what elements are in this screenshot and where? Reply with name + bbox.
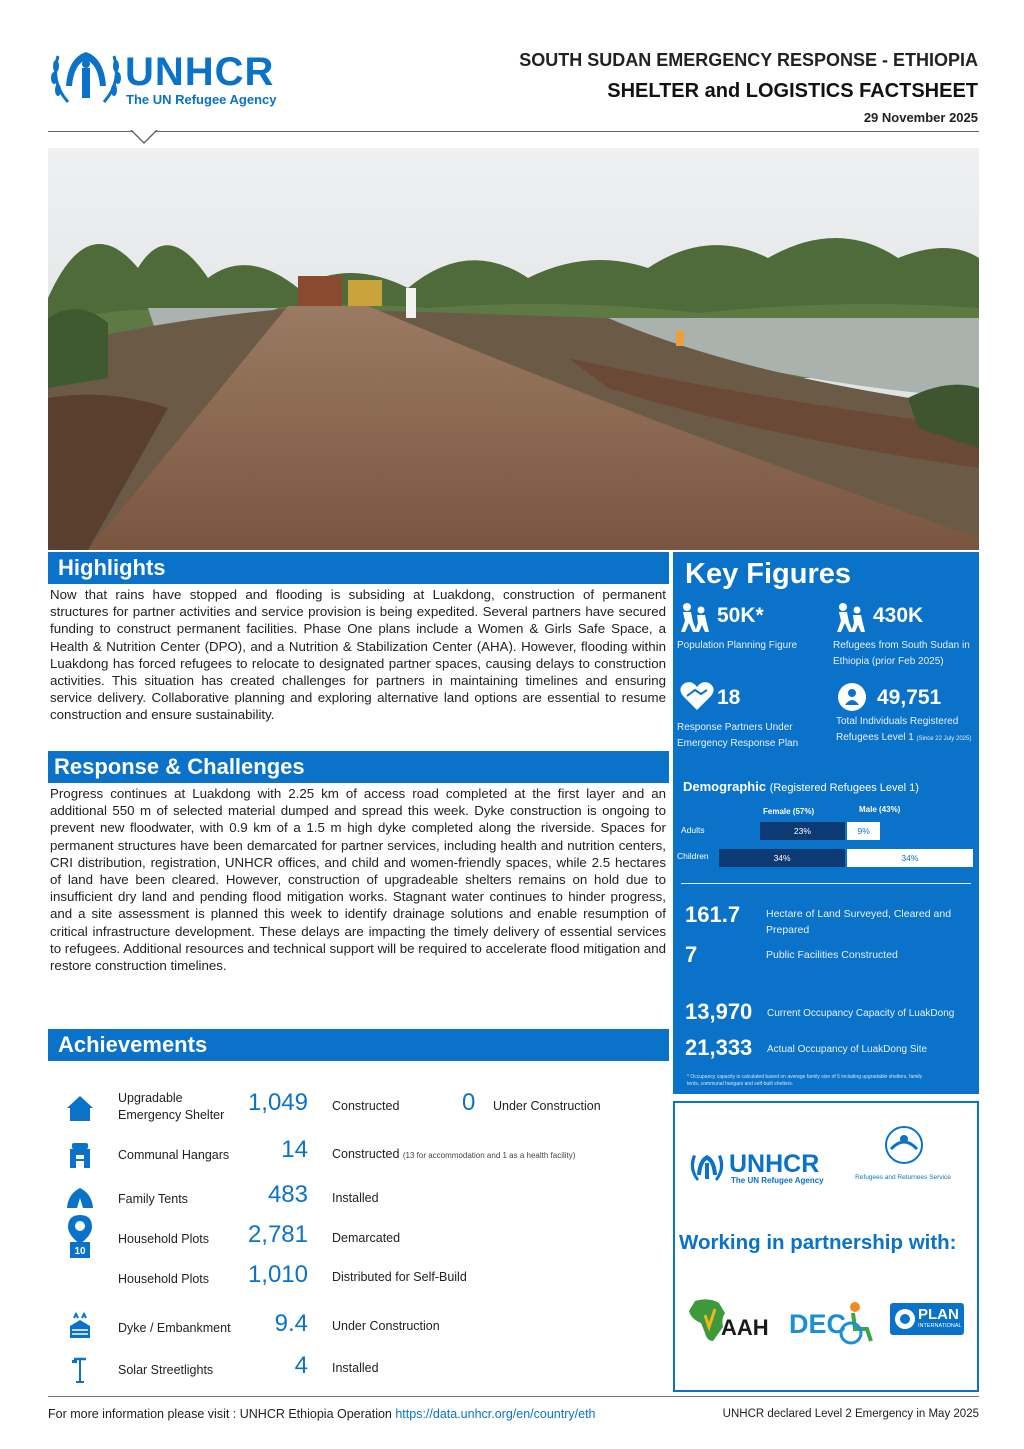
partner-plan-sub: INTERNATIONAL <box>918 1323 962 1329</box>
footer-divider <box>48 1396 979 1397</box>
planning-figure-label: Population Planning Figure <box>677 640 798 651</box>
partners-figure-label: Response Partners Under Emergency Response Plan <box>677 722 799 749</box>
report-date: 29 November 2025 <box>863 110 978 125</box>
achievement-label: Communal Hangars <box>118 1148 230 1162</box>
achievement-row <box>48 1135 668 1175</box>
person-circle-icon <box>837 682 867 712</box>
partner-plan: PLAN <box>918 1306 959 1323</box>
partner-rrs-text: Refugees and Returnees Service <box>855 1174 951 1181</box>
plan-logo-badge <box>890 1303 964 1335</box>
achievement-status: Under Construction <box>332 1319 440 1333</box>
achievement-label: Household Plots <box>118 1232 210 1246</box>
achievement-value: 4 <box>294 1352 308 1379</box>
demographic-bar-female-children: 34% <box>719 849 845 867</box>
report-title-line1: SOUTH SUDAN EMERGENCY RESPONSE - ETHIOPIA <box>519 50 978 70</box>
partner-unhcr-sub: The UN Refugee Agency <box>731 1176 824 1185</box>
achievement-status: Distributed for Self-Build <box>332 1270 467 1284</box>
hangar-icon <box>66 1141 94 1169</box>
laurel-emblem-icon <box>48 46 124 110</box>
occupancy-footnote: * Occupancy capacity is calculated based on average family size of 5 including upgradable shelters, family tents, communal hangars and self-built shelters. <box>687 1074 923 1087</box>
capacity-label: Current Occupancy Capacity of LuakDong <box>767 1008 955 1019</box>
streetlight-icon <box>66 1356 94 1384</box>
adults-label: Adults <box>681 825 705 835</box>
achievement-note: (13 for accommodation and 1 as a health facility) <box>402 1151 576 1160</box>
facilities-label: Public Facilities Constructed <box>766 949 898 961</box>
dec-wheelchair-icon <box>835 1301 875 1347</box>
plan-globe-icon <box>894 1308 916 1330</box>
key-figures-title: Key Figures <box>685 558 851 590</box>
footer-emergency-note: UNHCR declared Level 2 Emergency in May 2025 <box>722 1408 979 1420</box>
planning-figure-value: 50K* <box>717 604 764 627</box>
achievement-label: Family Tents <box>118 1192 188 1206</box>
achievement-label: Upgradable Emergency Shelter <box>118 1091 225 1122</box>
male-legend: Male (43%) <box>859 805 901 814</box>
partners-box <box>673 1101 979 1392</box>
achievement-status: Constructed <box>332 1099 400 1113</box>
tent-icon <box>66 1184 94 1212</box>
demographic-title: Demographic <box>683 779 767 794</box>
header-divider <box>48 131 979 132</box>
hero-photo <box>48 148 979 550</box>
registered-figure-note: (Since 22 July 2025) <box>916 736 972 742</box>
logo-text: UNHCR <box>125 50 275 94</box>
hectare-value: 161.7 <box>685 902 741 927</box>
partner-unhcr-text: UNHCR <box>729 1150 820 1178</box>
unhcr-small-logo-icon <box>687 1151 727 1185</box>
dyke-icon <box>66 1312 94 1340</box>
svg-text:10: 10 <box>74 1246 86 1257</box>
shelter-house-icon <box>66 1094 94 1122</box>
partner-aah: AAH <box>721 1315 769 1340</box>
capacity-value: 13,970 <box>685 999 753 1024</box>
hectare-label: Hectare of Land Surveyed, Cleared and Prepared <box>766 908 952 936</box>
key-figures-panel <box>673 552 979 1094</box>
achievement-label: Dyke / Embankment <box>118 1321 231 1335</box>
achievement-value: 1,049 <box>247 1089 308 1116</box>
rrs-logo-icon <box>881 1125 927 1165</box>
refugees-walking-icon <box>833 602 867 634</box>
achievement-row <box>48 1178 668 1218</box>
achievements-header: Achievements <box>48 1029 669 1061</box>
achievement-status: Installed <box>332 1191 379 1205</box>
achievement-extra-status: Under Construction <box>493 1099 601 1113</box>
footer-info-text: For more information please visit : UNHCR Ethiopia Operation <box>48 1407 396 1421</box>
achievement-value: 9.4 <box>274 1310 308 1337</box>
refugees-figure-label: Refugees from South Sudan in Ethiopia (prior Feb 2025) <box>833 640 970 667</box>
achievement-row <box>48 1350 668 1390</box>
achievement-value: 483 <box>267 1181 308 1208</box>
achievement-label: Solar Streetlights <box>118 1363 214 1377</box>
achievement-value: 14 <box>281 1136 308 1163</box>
achievement-status: Constructed <box>332 1147 400 1161</box>
refugees-figure-value: 430K <box>873 604 924 627</box>
partnership-caption: Working in partnership with: <box>679 1231 957 1254</box>
female-legend: Female (57%) <box>763 807 815 816</box>
achievement-value: 2,781 <box>247 1221 308 1248</box>
achievement-row <box>48 1257 668 1297</box>
report-title-line2: SHELTER and LOGISTICS FACTSHEET <box>607 80 978 102</box>
children-label: Children <box>677 851 709 861</box>
demographic-bar-male-adults: 9% <box>847 822 880 840</box>
demographic-bar-female-adults: 23% <box>760 822 845 840</box>
achievement-row <box>48 1306 668 1346</box>
partner-dec: DEC <box>789 1309 847 1339</box>
achievement-row <box>48 1218 668 1258</box>
facilities-value: 7 <box>685 942 698 967</box>
registered-figure-label: Total Individuals Registered Refugees Level 1 <box>836 716 959 743</box>
registered-figure-value: 49,751 <box>877 686 942 709</box>
achievement-row <box>48 1088 668 1128</box>
occupancy-value: 21,333 <box>685 1035 753 1060</box>
logo-subtitle: The UN Refugee Agency <box>126 92 277 107</box>
highlights-text: Now that rains have stopped and flooding is subsiding at Luakdong, construction of permanent structures for partner activities and service provision is being expedited. Several partners have secured funding to construct permanent facilities. Phase One plans include a Women & Girls Safe Space, a Health & Nutrition Center (DPO), and a Nutrition & Stabilization Center (AHA). However, flooding within Luakdong has forced refugees to relocate to designated partner spaces, causing delays to construction activities. This situation has created challenges for partners in maintaining timelines and ensuring service delivery. Collaborative planning and exploring alternative land options are essential to resume construction and ensure sustainability. <box>50 587 666 723</box>
response-text: Progress continues at Luakdong with 2.25 km of access road completed at the first layer and an additional 550 m of selected material dumped and spread this week. Dyke construction is ongoing to prevent new floodwater, with 0.9 km of a 1.5 m high dyke completed along the riverside. Spaces for permanent structures have been demarcated for partner services, including health and nutrition centers, CRI distribution, registration, UNHCR offices, and child and women-friendly spaces, while 2.5 hectares of land have been cleared. However, construction of upgradeable shelters remains on hold due to insufficient dry land and pending flood mitigation works. Stagnant water continues to hinder progress, and a site assessment is planned this week to identify drainage solutions and enable resumption of critical infrastructure development. These delays are impacting the timely delivery of essential services to refugees. Additional resources and technical support will be required to accelerate flood mitigation and restore construction timelines. <box>50 786 666 974</box>
people-walking-icon <box>677 602 711 634</box>
achievement-extra-value: 0 <box>462 1089 476 1116</box>
demographic-bar-male-children: 34% <box>847 849 973 867</box>
achievement-value: 1,010 <box>247 1261 308 1288</box>
handshake-heart-icon <box>679 680 715 712</box>
partners-figure-value: 18 <box>717 686 741 709</box>
household-plot-pin-icon <box>66 1214 94 1260</box>
achievement-status: Demarcated <box>332 1231 401 1245</box>
footer-info <box>48 1407 596 1421</box>
response-header: Response & Challenges <box>48 751 669 783</box>
demographic-divider <box>681 883 971 884</box>
footer-link[interactable]: https://data.unhcr.org/en/country/eth <box>395 1407 596 1421</box>
highlights-header: Highlights <box>48 552 669 584</box>
achievement-status: Installed <box>332 1361 379 1375</box>
occupancy-label: Actual Occupancy of LuakDong Site <box>767 1044 928 1055</box>
demographic-subtitle: (Registered Refugees Level 1) <box>769 782 919 794</box>
achievement-label: Household Plots <box>118 1272 210 1286</box>
